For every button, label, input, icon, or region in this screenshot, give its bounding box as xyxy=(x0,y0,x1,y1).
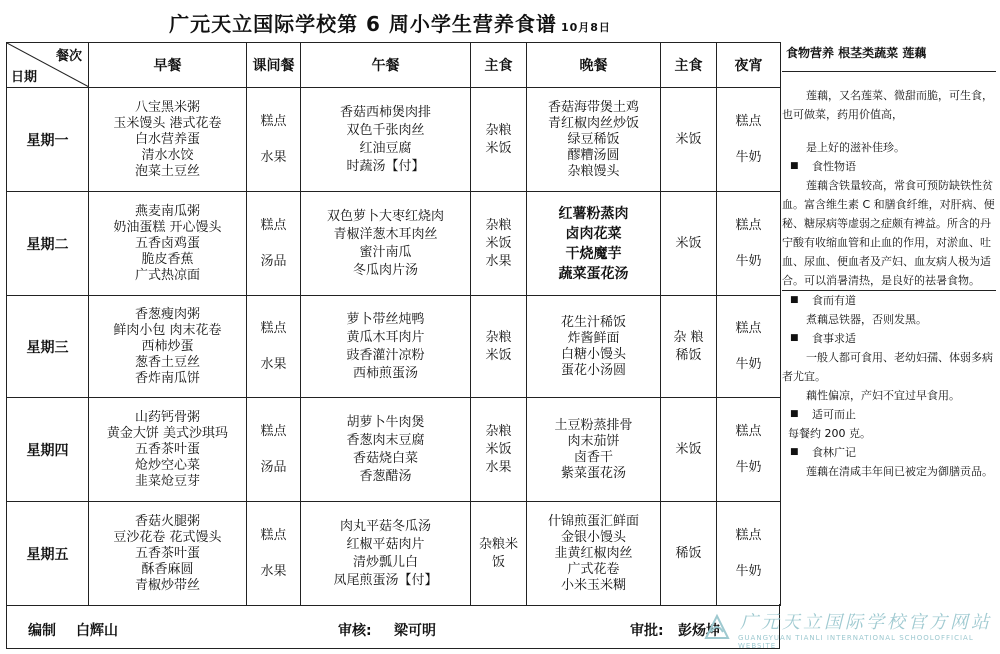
lunch-item: 香葱醋汤 xyxy=(359,468,412,484)
lunch-staple-cell xyxy=(471,398,527,502)
breakfast-item: 白水营养蛋 xyxy=(134,131,200,147)
breakfast-item: 鲜肉小包 肉末花卷 xyxy=(113,322,222,338)
day-row xyxy=(7,192,781,296)
breakfast-item: 五香茶叶蛋 xyxy=(134,545,200,561)
day-row xyxy=(7,296,781,398)
lunch-staple-item: 杂粮米 xyxy=(478,536,518,552)
night-item: 牛奶 xyxy=(735,356,762,372)
night-item: 牛奶 xyxy=(735,459,762,475)
dinner-header: 晚餐 xyxy=(527,43,661,88)
title-text: 广元天立国际学校第 6 周小学生营养食谱 xyxy=(169,12,557,36)
lunch-item: 红椒平菇肉片 xyxy=(346,536,425,552)
lunch-staple-item: 杂粮 xyxy=(485,423,512,439)
people-text-2: 藕性偏凉，产妇不宜过早食用。 xyxy=(806,389,960,402)
recess-item: 汤品 xyxy=(260,253,287,269)
breakfast-item: 韭菜炝豆芽 xyxy=(134,473,200,489)
breakfast-header: 早餐 xyxy=(89,43,247,88)
dinner-staple-item: 米饭 xyxy=(675,235,702,251)
dinner-item: 肉末茄饼 xyxy=(567,433,620,449)
night-cell xyxy=(717,398,781,502)
lunch-staple-item: 水果 xyxy=(485,253,512,269)
lunch-staple-cell xyxy=(471,192,527,296)
dinner-item: 广式花卷 xyxy=(567,561,620,577)
dinner-cell xyxy=(527,502,661,606)
dinner-staple-item: 米饭 xyxy=(675,131,702,147)
breakfast-item: 脆皮香蕉 xyxy=(141,251,194,267)
dinner-staple-header: 主食 xyxy=(661,43,717,88)
breakfast-item: 燕麦南瓜粥 xyxy=(134,203,200,219)
lunch-staple-item: 饭 xyxy=(491,554,505,570)
recess-cell xyxy=(247,296,301,398)
dinner-item: 紫菜蛋花汤 xyxy=(560,465,626,481)
dinner-item: 蛋花小汤圆 xyxy=(560,362,626,378)
night-item: 牛奶 xyxy=(735,253,762,269)
dinner-cell xyxy=(527,192,661,296)
lunch-item: 蜜汁南瓜 xyxy=(359,244,412,260)
sidebar-title: 食物营养 根茎类蔬菜 莲藕 xyxy=(786,46,927,60)
lunch-item: 红油豆腐 xyxy=(359,140,412,156)
lunch-staple-header: 主食 xyxy=(471,43,527,88)
night-item: 糕点 xyxy=(735,113,762,129)
lunch-staple-item: 米饭 xyxy=(485,235,512,251)
night-item: 糕点 xyxy=(735,423,762,439)
dinner-item: 卤香干 xyxy=(573,449,613,465)
night-header: 夜宵 xyxy=(717,43,781,88)
dinner-item: 红薯粉蒸肉 xyxy=(558,205,629,222)
breakfast-item: 炝炒空心菜 xyxy=(134,457,200,473)
night-item: 牛奶 xyxy=(735,149,762,165)
lunch-item: 双色千张肉丝 xyxy=(346,122,425,138)
day-label: 星期四 xyxy=(7,398,89,502)
lunch-cell xyxy=(301,88,471,192)
breakfast-item: 五香茶叶蛋 xyxy=(134,441,200,457)
dinner-item: 卤肉花菜 xyxy=(565,225,622,242)
recess-item: 水果 xyxy=(260,563,287,579)
dinner-item: 金银小馒头 xyxy=(560,529,626,545)
breakfast-item: 香炸南瓜饼 xyxy=(134,370,200,386)
lunch-staple-cell xyxy=(471,296,527,398)
night-cell xyxy=(717,296,781,398)
breakfast-cell xyxy=(89,296,247,398)
header-row xyxy=(7,43,781,88)
dinner-cell xyxy=(527,88,661,192)
sidebar-intro-2: 是上好的滋补佳珍。 xyxy=(806,141,905,154)
lunch-staple-item: 杂粮 xyxy=(485,217,512,233)
breakfast-item: 奶油蛋糕 开心馒头 xyxy=(113,219,222,235)
menu-table xyxy=(6,42,781,606)
sidebar-intro: 莲藕，又名莲菜、微甜而脆，可生食，也可做菜，药用价值高， xyxy=(782,89,993,121)
dinner-item: 白糖小馒头 xyxy=(560,346,626,362)
sidebar-box xyxy=(782,71,996,291)
people-heading: ■ 食事求适 xyxy=(782,329,996,348)
approver-name: 彭炀坤 xyxy=(678,623,720,639)
breakfast-cell xyxy=(89,398,247,502)
dinner-item: 青红椒肉丝炒饭 xyxy=(547,115,639,131)
recess-item: 糕点 xyxy=(260,320,287,336)
lunch-cell xyxy=(301,192,471,296)
amount-heading: ■ 适可而止 xyxy=(782,405,996,424)
lunch-header: 午餐 xyxy=(301,43,471,88)
breakfast-item: 黄金大饼 美式沙琪玛 xyxy=(106,425,229,441)
reviewer-name: 梁可明 xyxy=(394,623,436,639)
lunch-item: 双色萝卜大枣红烧肉 xyxy=(326,208,444,224)
breakfast-item: 八宝黑米粥 xyxy=(134,99,200,115)
recess-item: 糕点 xyxy=(260,527,287,543)
lunch-item: 黄瓜木耳肉片 xyxy=(346,329,425,345)
recess-cell xyxy=(247,398,301,502)
recess-item: 汤品 xyxy=(260,459,287,475)
lunch-item: 青椒洋葱木耳肉丝 xyxy=(333,226,438,242)
dinner-staple-cell xyxy=(661,296,717,398)
lunch-cell xyxy=(301,296,471,398)
breakfast-item: 泡菜土豆丝 xyxy=(134,163,200,179)
approver-label: 审批: xyxy=(630,623,664,639)
breakfast-item: 广式热凉面 xyxy=(134,267,200,283)
watermark-text: 广元天立国际学校官方网站 xyxy=(740,612,992,633)
lunch-item: 豉香灌汁凉粉 xyxy=(346,347,425,363)
day-label: 星期二 xyxy=(7,192,89,296)
lunch-staple-item: 米饭 xyxy=(485,140,512,156)
taboo-heading: ■ 食而有道 xyxy=(782,291,996,310)
recess-item: 水果 xyxy=(260,149,287,165)
day-row xyxy=(7,502,781,606)
recess-item: 水果 xyxy=(260,356,287,372)
night-cell xyxy=(717,502,781,606)
lunch-staple-item: 米饭 xyxy=(485,441,512,457)
recess-header: 课间餐 xyxy=(247,43,301,88)
dinner-item: 花生汁稀饭 xyxy=(560,314,626,330)
story-heading: ■ 食性物语 xyxy=(782,157,996,176)
lunch-item: 萝卜带丝炖鸭 xyxy=(346,311,425,327)
title-date: 10月8日 xyxy=(560,21,611,34)
lunch-staple-cell xyxy=(471,502,527,606)
history-text: 莲藕在清咸丰年间已被定为御膳贡品。 xyxy=(806,465,993,478)
dinner-staple-item: 米饭 xyxy=(675,441,702,457)
dinner-item: 醪糟汤圆 xyxy=(567,147,620,163)
lunch-item: 冬瓜肉片汤 xyxy=(352,262,418,278)
lunch-staple-item: 杂粮 xyxy=(485,122,512,138)
menu-body xyxy=(7,88,781,606)
reviewer-label: 审核: xyxy=(338,623,372,639)
amount-text: 每餐约 200 克。 xyxy=(788,427,871,440)
breakfast-cell xyxy=(89,502,247,606)
dinner-staple-cell xyxy=(661,192,717,296)
dinner-item: 炸酱鲜面 xyxy=(567,330,620,346)
breakfast-cell xyxy=(89,88,247,192)
dinner-cell xyxy=(527,398,661,502)
dinner-item: 绿豆稀饭 xyxy=(567,131,620,147)
lunch-item: 香葱肉末豆腐 xyxy=(346,432,425,448)
breakfast-item: 西柿炒蛋 xyxy=(141,338,194,354)
recess-item: 糕点 xyxy=(260,423,287,439)
recess-item: 糕点 xyxy=(260,113,287,129)
watermark xyxy=(700,606,998,650)
lunch-cell xyxy=(301,502,471,606)
watermark-logo-icon xyxy=(702,612,732,642)
page-title xyxy=(0,8,780,37)
night-item: 牛奶 xyxy=(735,563,762,579)
recess-cell xyxy=(247,502,301,606)
dinner-item: 杂粮馒头 xyxy=(567,163,620,179)
night-item: 糕点 xyxy=(735,320,762,336)
breakfast-item: 青椒炒带丝 xyxy=(134,577,200,593)
dinner-item: 蔬菜蛋花汤 xyxy=(558,265,629,282)
breakfast-item: 酥香麻圆 xyxy=(141,561,194,577)
recess-item: 糕点 xyxy=(260,217,287,233)
dinner-staple-item: 稀饭 xyxy=(675,545,702,561)
lunch-item: 西柿煎蛋汤 xyxy=(352,365,418,381)
breakfast-item: 葱香土豆丝 xyxy=(134,354,200,370)
day-row xyxy=(7,398,781,502)
lunch-item: 清炒瓢儿白 xyxy=(352,554,418,570)
day-label: 星期五 xyxy=(7,502,89,606)
dinner-staple-cell xyxy=(661,88,717,192)
recess-cell xyxy=(247,192,301,296)
breakfast-item: 香葱瘦肉粥 xyxy=(134,306,200,322)
lunch-item: 香菇西柿煲肉排 xyxy=(339,104,431,120)
breakfast-item: 山药钙骨粥 xyxy=(134,409,200,425)
lunch-staple-item: 水果 xyxy=(485,459,512,475)
breakfast-item: 香菇火腿粥 xyxy=(134,513,200,529)
nutrition-sidebar xyxy=(782,42,996,478)
breakfast-item: 豆沙花卷 花式馒头 xyxy=(113,529,222,545)
lunch-cell xyxy=(301,398,471,502)
footer xyxy=(6,604,780,648)
dinner-item: 什锦煎蛋汇鲜面 xyxy=(547,513,639,529)
lunch-item: 凤尾煎蛋汤【付】 xyxy=(333,572,438,588)
dinner-cell xyxy=(527,296,661,398)
lunch-item: 肉丸平菇冬瓜汤 xyxy=(339,518,431,534)
breakfast-cell xyxy=(89,192,247,296)
editor-label: 编制 xyxy=(28,623,56,639)
dinner-staple-item: 杂 粮 xyxy=(673,329,704,345)
dinner-item: 土豆粉蒸排骨 xyxy=(554,417,633,433)
editor-name: 白辉山 xyxy=(76,623,118,639)
corner-header xyxy=(7,43,89,88)
lunch-staple-item: 米饭 xyxy=(485,347,512,363)
history-heading: ■ 食林广记 xyxy=(782,443,996,462)
taboo-text: 煮藕忌铁器，否则发黑。 xyxy=(806,313,927,326)
story-text: 莲藕含铁量较高，常食可预防缺铁性贫血。富含维生素 C 和膳食纤维，对肝病、便秘、糖尿病等虚弱之症颇有裨益。所含的丹宁酸有收缩血管和止血的作用，对淤血、吐血、尿血、便血者及产妇、血友病人极为适合。可以消暑清热，是良好的祛暑食物。 xyxy=(782,179,995,287)
lunch-item: 香菇烧白菜 xyxy=(352,450,418,466)
dinner-staple-item: 稀饭 xyxy=(675,347,702,363)
night-cell xyxy=(717,192,781,296)
lunch-item: 时蔬汤【付】 xyxy=(346,158,425,174)
night-item: 糕点 xyxy=(735,527,762,543)
breakfast-item: 玉米馒头 港式花卷 xyxy=(113,115,222,131)
day-label: 星期三 xyxy=(7,296,89,398)
day-row xyxy=(7,88,781,192)
watermark-subtext: GUANGYUAN TIANLI INTERNATIONAL SCHOOLOFFICIAL WEBSITE xyxy=(738,634,974,650)
night-cell xyxy=(717,88,781,192)
lunch-staple-item: 杂粮 xyxy=(485,329,512,345)
day-label: 星期一 xyxy=(7,88,89,192)
breakfast-item: 清水水饺 xyxy=(141,147,194,163)
dinner-item: 韭黄红椒肉丝 xyxy=(554,545,633,561)
breakfast-item: 五香卤鸡蛋 xyxy=(134,235,200,251)
lunch-staple-cell xyxy=(471,88,527,192)
dinner-staple-cell xyxy=(661,502,717,606)
recess-cell xyxy=(247,88,301,192)
dinner-item: 小米玉米糊 xyxy=(560,577,626,593)
corner-top-label: 餐次 xyxy=(55,49,82,64)
dinner-item: 干烧魔芋 xyxy=(565,245,622,262)
lunch-item: 胡萝卜牛肉煲 xyxy=(346,414,425,430)
corner-bottom-label: 日期 xyxy=(11,70,38,85)
dinner-staple-cell xyxy=(661,398,717,502)
dinner-item: 香菇海带煲土鸡 xyxy=(547,99,639,115)
people-text: 一般人都可食用、老幼妇孺、体弱多病者尤宜。 xyxy=(782,351,993,383)
night-item: 糕点 xyxy=(735,217,762,233)
